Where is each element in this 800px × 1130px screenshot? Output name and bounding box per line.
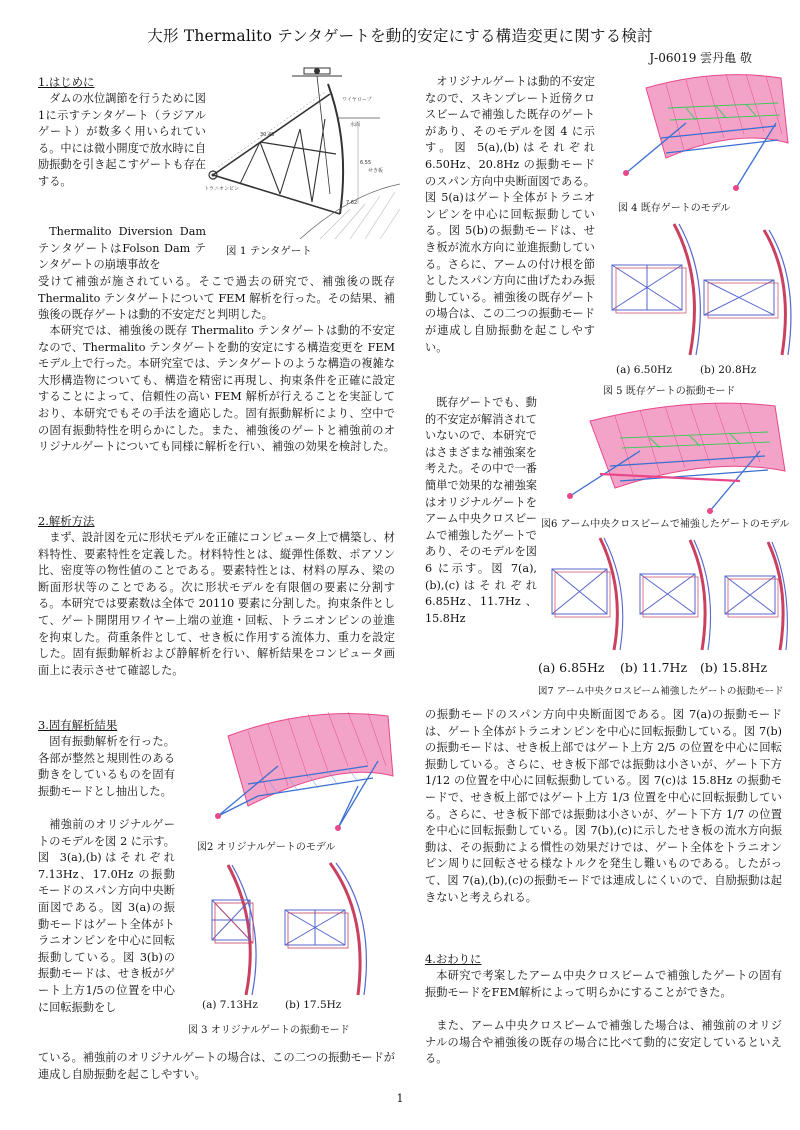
figure-4-existing-gate-model — [606, 68, 794, 196]
figure-7b-label: (b) 11.7Hz — [620, 660, 688, 675]
section-4-heading: 4.おわりに — [425, 952, 482, 966]
section-1-paragraph-2: Thermalito Diversion Dam テンタゲートはFolson Dam テンタゲートの崩壊事故を — [38, 225, 206, 272]
figure-5a-label: (a) 6.50Hz — [616, 364, 672, 376]
paper-title: 大形 Thermalito テンタゲートを動的安定にする構造変更に関する検討 — [147, 27, 653, 45]
figure-4-caption: 図 4 既存ゲートのモデル — [618, 203, 731, 214]
figure-5-mode-shapes — [604, 220, 794, 360]
section-1-heading: 1.はじめに — [38, 75, 95, 89]
right-paragraph-2: 既存ゲートでも、動的不安定が解消されていないので、本研究ではさまざまな補強案を考えた。その中で一番簡単で効果的な補強案はオリジナルゲートをアーム中央クロスビームで補強したゲートであり、そのモデルを図 6 に示す。図 7(a),(b),(c)はそれぞれ 6.85Hz、11.7Hz 、15.8Hz — [425, 396, 537, 625]
figure-1-tainter-gate-diagram — [200, 64, 400, 239]
figure-7c-label: (b) 15.8Hz — [700, 660, 768, 675]
dimension-height: 6.55 — [360, 160, 372, 166]
dimension-lower: 7.62 — [346, 200, 358, 206]
figure-3a-label: (a) 7.13Hz — [202, 999, 258, 1011]
figure-6-reinforced-gate-model — [540, 396, 792, 514]
dimension-arm-length: 30.48 — [260, 132, 275, 138]
figure-5b-label: (b) 20.8Hz — [700, 364, 757, 376]
section-3-paragraph-2: 補強前のオリジナルゲートのモデルを図 2 に示す。図 3(a),(b)はそれぞれ 7.13Hz、17.0Hz の振動モードのスパン方向中央断面図である。図 3(a)の振動モードはゲート全体がトラニオンピンを中心に回転振動している。図 3(b)の振動モードは、せき板がゲート上方1/5の位置を中心に回転振動をし — [38, 818, 175, 1014]
figure-2-original-gate-model — [188, 706, 400, 836]
figure-5-caption: 図 5 既存ゲートの振動モード — [603, 386, 736, 397]
figure-7-caption: 図7 アーム中央クロスビーム補強したゲートの振動モード — [538, 686, 784, 697]
section-3-heading: 3.固有解析結果 — [38, 718, 118, 732]
figure-7a-label: (a) 6.85Hz — [538, 660, 605, 675]
figure-7-mode-shapes — [540, 534, 792, 654]
figure-3b-label: (b) 17.5Hz — [285, 999, 342, 1011]
figure-3-mode-shapes — [190, 855, 395, 1000]
figure-6-caption: 図6 アーム中央クロスビームで補強したゲートのモデル — [541, 519, 790, 530]
section-4-paragraph-1: 本研究で考案したアーム中央クロスビームで補強したゲートの固有振動モードをFEM解析によって明らかにすることができた。 — [425, 969, 782, 999]
author: J-06019 雲丹亀 敬 — [649, 51, 752, 65]
skin-plate-label: せき板 — [368, 168, 384, 174]
section-2-paragraph-1: まず、設計図を元に形状モデルを正確にコンピュータ上で構築し、材料特性、要素特性を定義した。材料特性とは、縦弾性係数、ポアソン比、密度等の物性値のことである。要素特性とは、材料の厚み、梁の断面形状等のことである。次に形状モデルを有限個の要素に分割する。本研究では要素数は全体で 20110 要素に分割した。拘束条件として、ゲート開閉用ワイヤー上端の並進・回転、トラニオンピンの並進を拘束した。荷重条件として、せき板に作用する流体力、重力を設定した。固有振動解析および静解析を行い、解析結果をコンピュータ画面上に表示させて確認した。 — [38, 531, 395, 677]
right-paragraph-1: オリジナルゲートは動的不安定なので、スキンプレート近傍クロスビームで補強した既存のゲートがあり、そのモデルを図 4 に示す。図 5(a),(b)はそれぞれ 6.50Hz、20.8Hz の振動モードのスパン方向中央断面図である。図 5(a)はゲート全体がトラニオンピンを中心に回転振動している。図 5(b)の振動モードは、せき板が流水方向に並進振動している。さらに、アームの付け根を節としたスパン方向に曲げたわみ振動している。補強後の既存ゲートの場合は、この二つの振動モードが連成し自励振動を起こしやすい。 — [425, 75, 595, 354]
wire-rope-label: ワイヤロープ — [342, 97, 372, 103]
figure-2-caption: 図2 オリジナルゲートのモデル — [197, 842, 336, 853]
section-2-heading: 2.解析方法 — [38, 514, 95, 528]
section-1-paragraph-3: 本研究では、補強後の既存 Thermalito テンタゲートは動的不安定なので、Thermalito テンタゲートを動的安定にする構造変更を FEM モデル上で行った。本研究室では、テンタゲートのような構造の複雑な大形構造物についても、構造を精密に再現し、拘束条件を正確に設定することによって、信頼性の高い FEM 解析が行えることを実証しており、本研究でもその手法を適応した。固有振動解析により、空中での固有振動特性を明らかにした。また、補強後のゲートと補強前のオリジナルゲートについても同様に解析を行い、補強の効果を検討した。 — [38, 324, 395, 454]
section-1-paragraph-2-cont: 受けて補強が施されている。そこで過去の研究で、補強後の既存 Thermalito テンタゲートについて FEM 解析を行った。その結果、補強後の既存ゲートは動的不安定だと判明した。 — [38, 275, 395, 322]
page-number: 1 — [396, 1092, 404, 1105]
figure-1-caption: 図 1 テンタゲート — [226, 245, 312, 257]
section-4-paragraph-2: また、アーム中央クロスビームで補強した場合は、補強前のオリジナルの場合や補強後の既存の場合に比べて動的に安定しているといえる。 — [425, 1019, 782, 1066]
right-paragraph-2-cont: の振動モードのスパン方向中央断面図である。図 7(a)の振動モードは、ゲート全体がトラニオンピンを中心に回転振動している。図 7(b)の振動モードは、せき板上部ではゲート上方 2/5 の位置を中心に回転振動している。さらに、せき板下部では振動は小さいが、ゲート下方 1/12 の位置を中心に回転振動している。図 7(c)は 15.8Hz の振動モードで、せき板上部ではゲート上方 1/3 位置を中心に回転振動している。さらに、せき板下部では振動は小さいが、ゲート下方 1/7 の位置を中心に回転振動している。図 7(b),(c)に示したせき板の流水方向振動は、その振動による慣性の効果だけでは、ゲート全体をトラニオンピン周りに回転させる様なトルクを発生し難いものである。したがって、図 7(a),(b),(c)の振動モードでは連成しにくいので、自励振動は起きないと考えられる。 — [425, 708, 782, 904]
figure-3-caption: 図 3 オリジナルゲートの振動モード — [188, 1025, 350, 1036]
section-3-paragraph-1: 固有振動解析を行った。各部が整然と規則性のある動きをしているものを固有振動モードとし抽出した。 — [38, 735, 175, 798]
trunnion-pin-label: トラニオンピン — [204, 186, 240, 192]
section-1-paragraph-1: ダムの水位調節を行うために図1に示すテンタゲート（ラジアルゲート）が数多く用いられている。中には微小開度で放水時に自励振動を引き起こすゲートも存在する。 — [38, 92, 206, 188]
water-surface-label: 水面 — [350, 122, 361, 128]
section-3-paragraph-2-cont: ている。補強前のオリジナルゲートの場合は、この二つの振動モードが連成し自励振動を起こしやすい。 — [38, 1051, 395, 1081]
